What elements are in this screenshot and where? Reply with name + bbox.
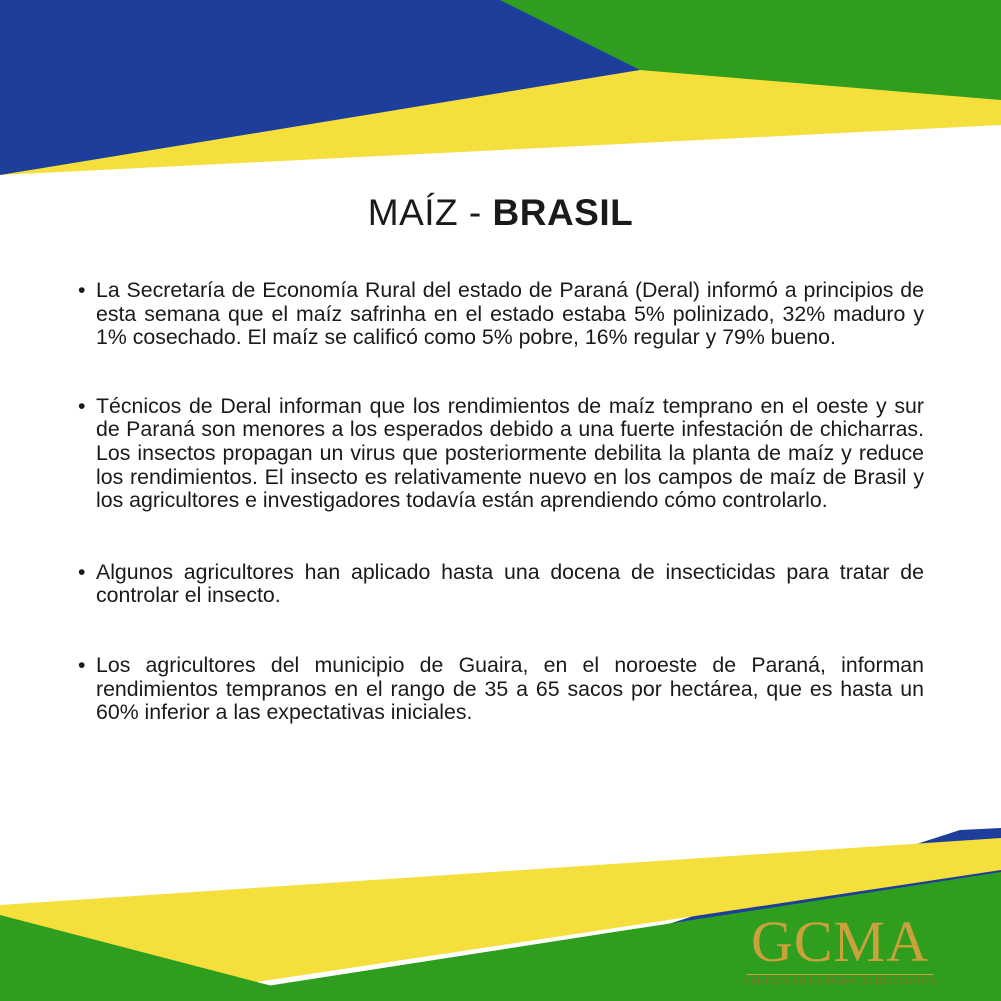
page-title (0, 192, 1001, 234)
logo-brand: GCMA (750, 909, 930, 974)
title-bold: BRASIL (492, 192, 634, 233)
bullet-item: • Los agricultores del municipio de Guaira, en el noroeste de Paraná, informan rendimientos tempranos en el rango de 35 a 65 sacos por hectárea, que es hasta un 60% inferior a las expectativas iniciales. (78, 654, 924, 725)
title-light: MAÍZ - (367, 192, 493, 233)
bullet-item: • La Secretaría de Economía Rural del estado de Paraná (Deral) informó a principios de esta semana que el maíz safrinha en el estado estaba 5% polinizado, 32% maduro y 1% cosechado. El maíz se calificó como 5% pobre, 16% regular y 79% bueno. (78, 279, 924, 350)
bullet-item: • Algunos agricultores han aplicado hasta una docena de insecticidas para tratar de controlar el insecto. (78, 561, 924, 608)
logo-tagline: CERTEZA EN LA TOMA DE DECISIONES (743, 977, 937, 987)
bullet-item: • Técnicos de Deral informan que los rendimientos de maíz temprano en el oeste y sur de Paraná son menores a los esperados debido a una fuerte infestación de chicharras. Los insectos propagan un virus que posteriormente debilita la planta de maíz y reduce los rendimientos. El insecto es relativamente nuevo en los campos de maíz de Brasil y los agricultores e investigadores todavía están aprendiendo cómo controlarlo. (78, 395, 924, 513)
logo-divider (746, 974, 934, 975)
gcma-logo (740, 910, 940, 998)
bullet-list (78, 279, 924, 725)
